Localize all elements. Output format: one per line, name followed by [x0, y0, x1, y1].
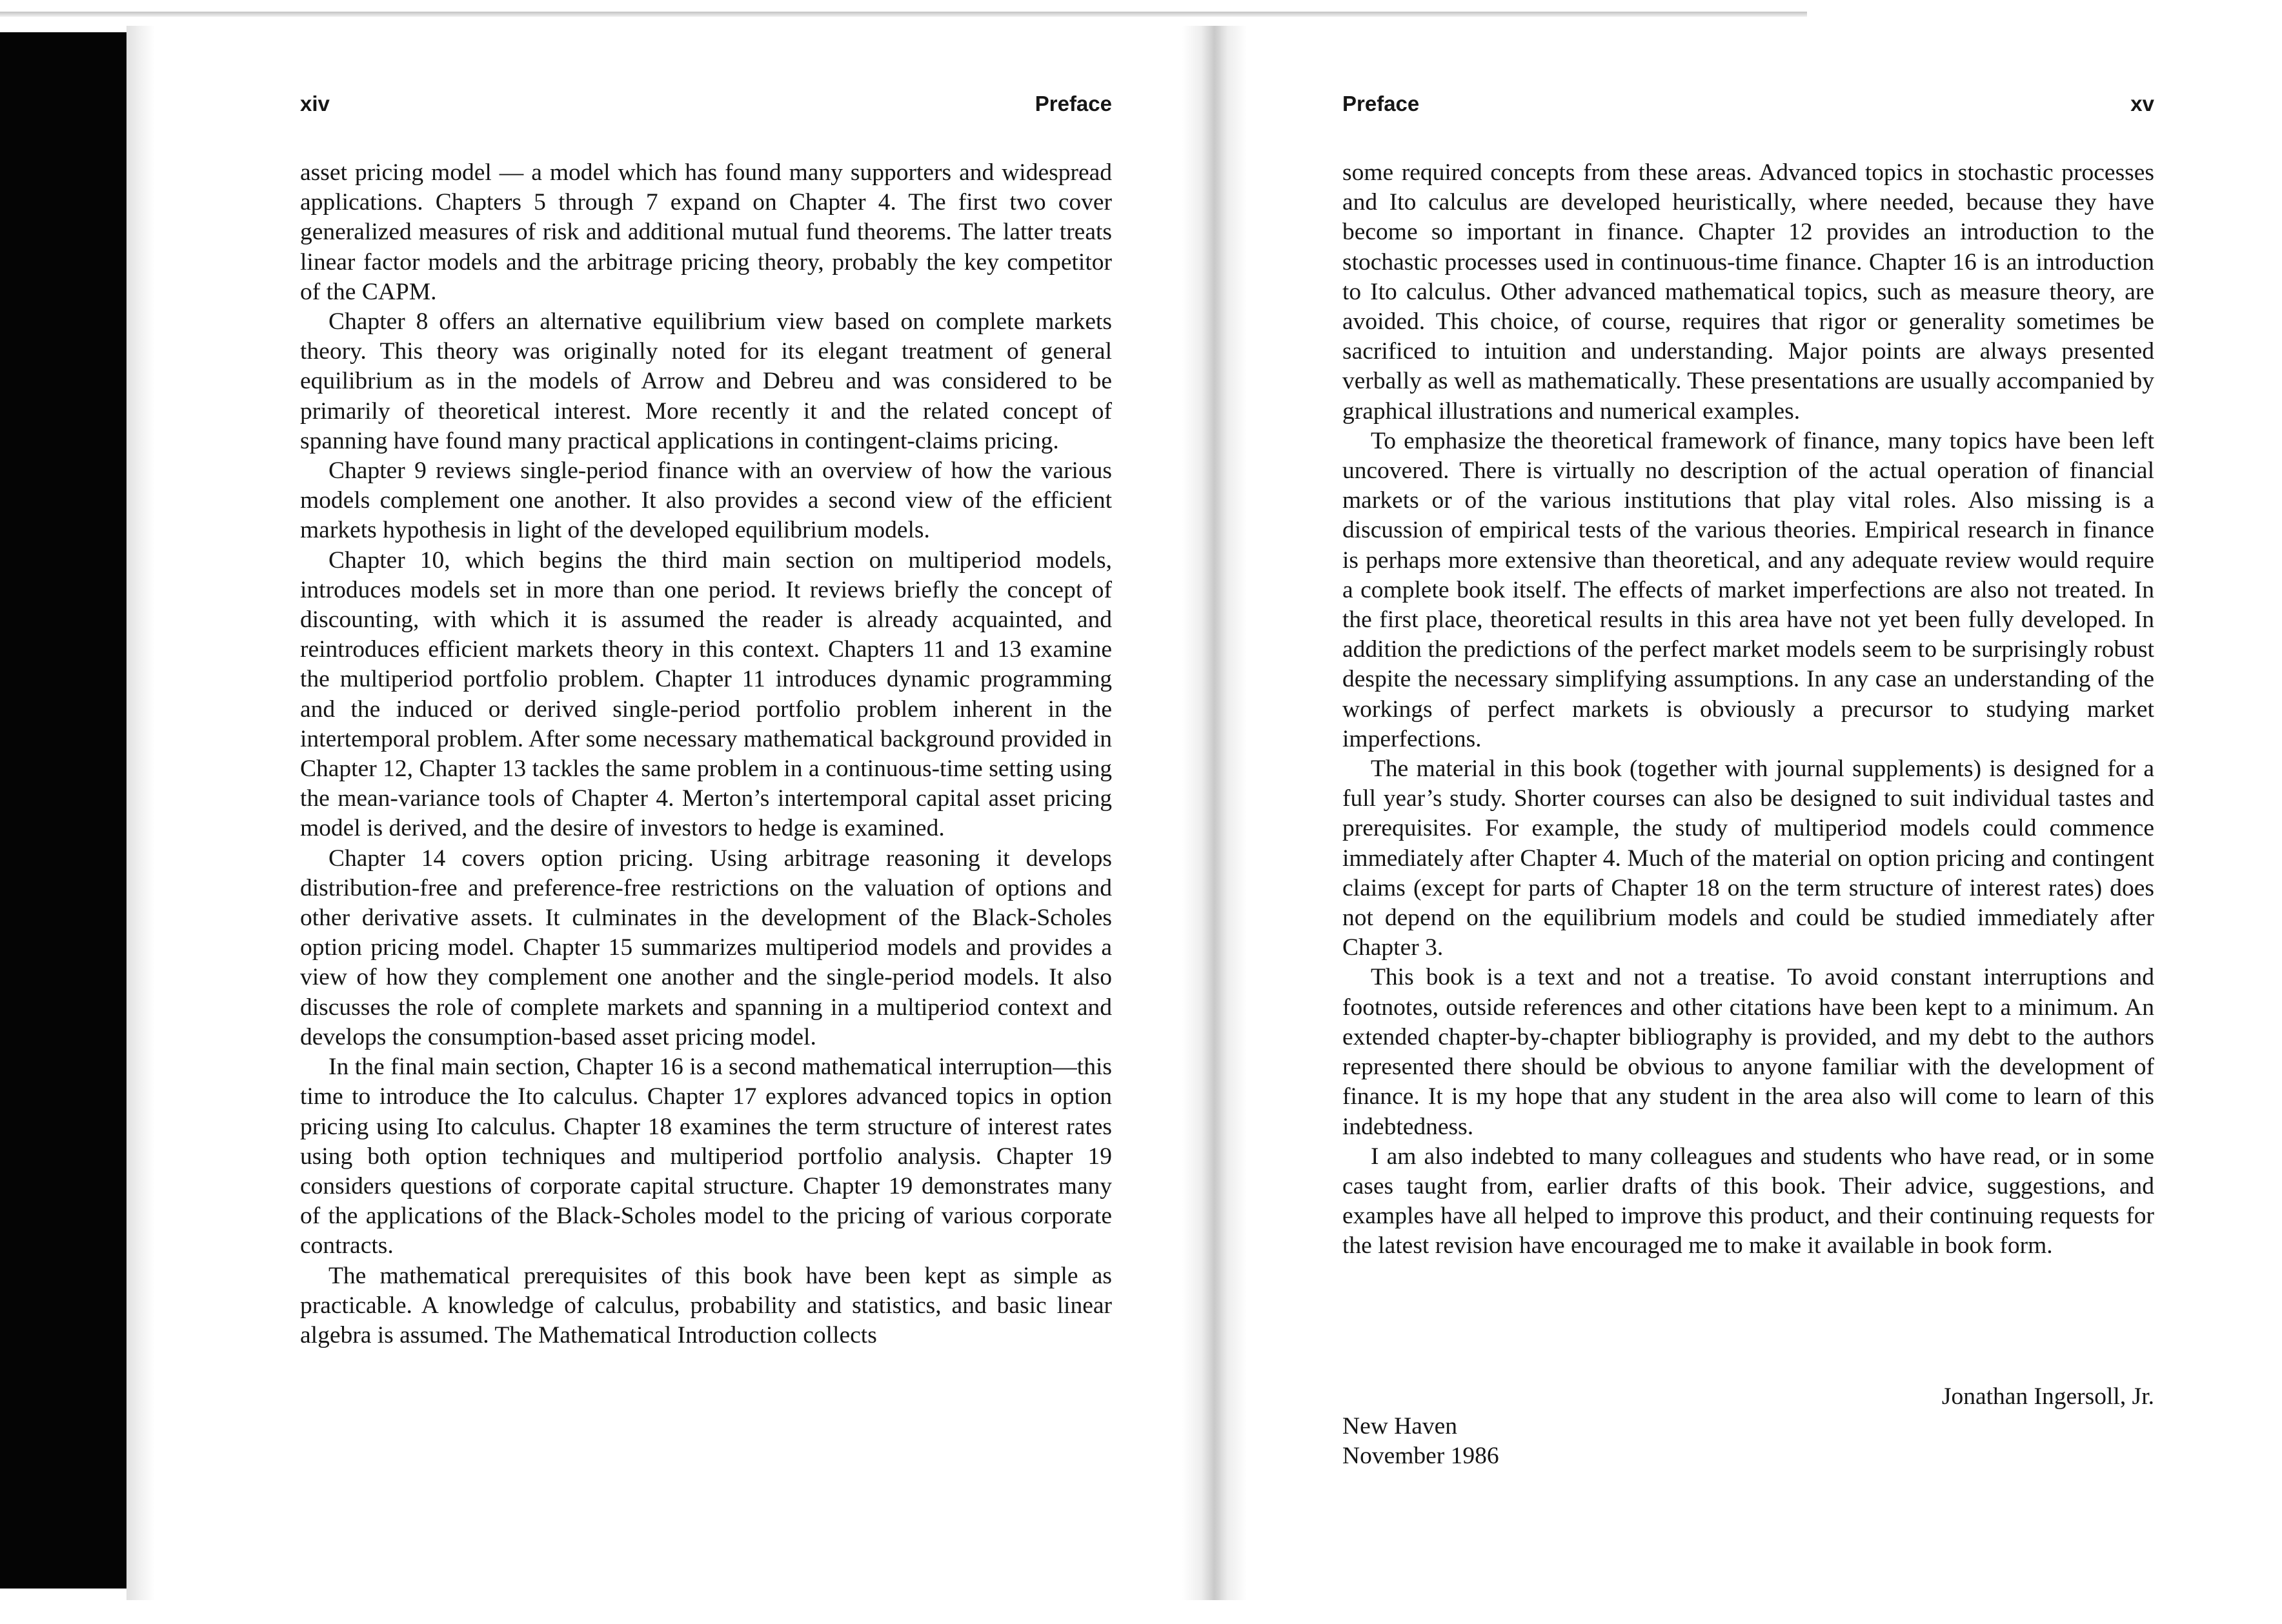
paragraph: Chapter 10, which begins the third main section on multiperiod models, introduces models set in more than one period. It reviews briefly the concept of discounting, with which it is assumed the reader is already acquainted, and reintroduces efficient markets theory in this context. Chapters 11 and 13 examine the multiperiod portfolio problem. Chapter 11 introduces dynamic programming and the induced or derived single-period portfolio problem inherent in the intertemporal problem. After some necessary mathematical background provided in Chapter 12, Chapter 13 tackles the same problem in a continuous-time setting using the mean-variance tools of Chapter 4. Merton’s intertemporal capital asset pricing model is derived, and the desire of investors to hedge is examined. [300, 546, 1112, 842]
paragraph: Chapter 9 reviews single-period finance with an overview of how the various models complement one another. It also provides a second view of the efficient markets hypothesis in light of the developed equilibrium models. [300, 457, 1112, 544]
place: New Haven [1342, 1413, 1458, 1439]
left-body-text [300, 158, 1112, 1350]
place-and-date [1342, 1412, 1499, 1471]
scan-top-edge [0, 12, 1807, 17]
chapter-title: Preface [1342, 92, 1420, 115]
scan-binding-edge [0, 32, 126, 1589]
right-running-head [1342, 92, 2154, 121]
scan-edge-shadow [126, 26, 155, 1600]
page-number-xiv: xiv [300, 92, 330, 115]
left-running-head [300, 92, 1112, 121]
book-spine-shadow [1182, 26, 1247, 1600]
date: November 1986 [1342, 1443, 1499, 1470]
paragraph: The mathematical prerequisites of this book have been kept as simple as practicable. A knowledge of calculus, probability and statistics, and basic linear algebra is assumed. The Mathematical Introduction collects [300, 1262, 1112, 1348]
paragraph: some required concepts from these areas. Advanced topics in stochastic processes and Ito calculus are developed heuristically, where needed, because they have become so important in finance. Chapter 12 provides an introduction to the stochastic processes used in continuous-time finance. Chapter 16 is an introduction to Ito calculus. Other advanced mathematical topics, such as measure theory, are avoided. This choice, of course, requires that rigor or generality sometimes be sacrificed to intuition and understanding. Major points are always presented verbally as well as mathematically. These presentations are usually accompanied by graphical illustrations and numerical examples. [1342, 159, 2154, 425]
page-number-xv: xv [2130, 92, 2154, 115]
author-signature: Jonathan Ingersoll, Jr. [1941, 1383, 2154, 1410]
paragraph: asset pricing model — a model which has found many supporters and widespread applications. Chapters 5 through 7 expand on Chapter 4. The first two cover generalized measures of risk and additional mutual fund theorems. The latter treats linear factor models and the arbitrage pricing theory, probably the key competitor of the CAPM. [300, 159, 1112, 305]
paragraph: This book is a text and not a treatise. To avoid constant interruptions and footnotes, outside references and other citations have been kept to a minimum. An extended chapter-by-chapter bibliography is provided, and my debt to the authors represented there should be obvious to anyone familiar with the development of finance. It is my hope that any student in the area also will come to learn of this indebtedness. [1342, 964, 2154, 1140]
paragraph: Chapter 14 covers option pricing. Using arbitrage reasoning it develops distribution-free and preference-free restrictions on the valuation of options and other derivative assets. It culminates in the development of the Black-Scholes option pricing model. Chapter 15 summarizes multiperiod models and provides a view of how they complement one another and the single-period models. It also discusses the role of complete markets and spanning in a multiperiod context and develops the consumption-based asset pricing model. [300, 845, 1112, 1050]
paragraph: I am also indebted to many colleagues and students who have read, or in some cases taught from, earlier drafts of this book. Their advice, suggestions, and examples have all helped to improve this product, and their continuing requests for the latest revision have encouraged me to make it available in book form. [1342, 1143, 2154, 1259]
chapter-title: Preface [1035, 92, 1112, 115]
paragraph: In the final main section, Chapter 16 is a second mathematical interruption—this time to introduce the Ito calculus. Chapter 17 explores advanced topics in option pricing using Ito calculus. Chapter 18 examines the term structure of interest rates using both option techniques and multiperiod portfolio analysis. Chapter 19 considers questions of corporate capital structure. Chapter 19 demonstrates many of the applications of the Black-Scholes model to the pricing of various corporate contracts. [300, 1054, 1112, 1259]
paragraph: Chapter 8 offers an alternative equilibrium view based on complete markets theory. This theory was originally noted for its elegant treatment of general equilibrium as in the models of Arrow and Debreu and was considered to be primarily of theoretical interest. More recently it and the related concept of spanning have found many practical applications in contingent-claims pricing. [300, 308, 1112, 454]
paragraph: The material in this book (together with journal supplements) is designed for a full year’s study. Shorter courses can also be designed to suit individual tastes and prerequisites. For example, the study of multiperiod models could commence immediately after Chapter 4. Much of the material on option pricing and contingent claims (except for parts of Chapter 18 on the term structure of interest rates) does not depend on the equilibrium models and could be studied immediately after Chapter 3. [1342, 756, 2154, 961]
paragraph: To emphasize the theoretical framework of finance, many topics have been left uncovered. There is virtually no description of the actual operation of financial markets or of the various institutions that play vital roles. Also missing is a discussion of empirical tests of the various theories. Empirical research in finance is perhaps more extensive than theoretical, and any adequate review would require a complete book itself. The effects of market imperfections are also not treated. In the first place, theoretical results in this area have not yet been fully developed. In addition the predictions of the perfect market models seem to be surprisingly robust despite the necessary simplifying assumptions. In any case an understanding of the workings of perfect markets is obviously a precursor to studying market imperfections. [1342, 427, 2154, 752]
right-body-text [1342, 158, 2154, 1261]
